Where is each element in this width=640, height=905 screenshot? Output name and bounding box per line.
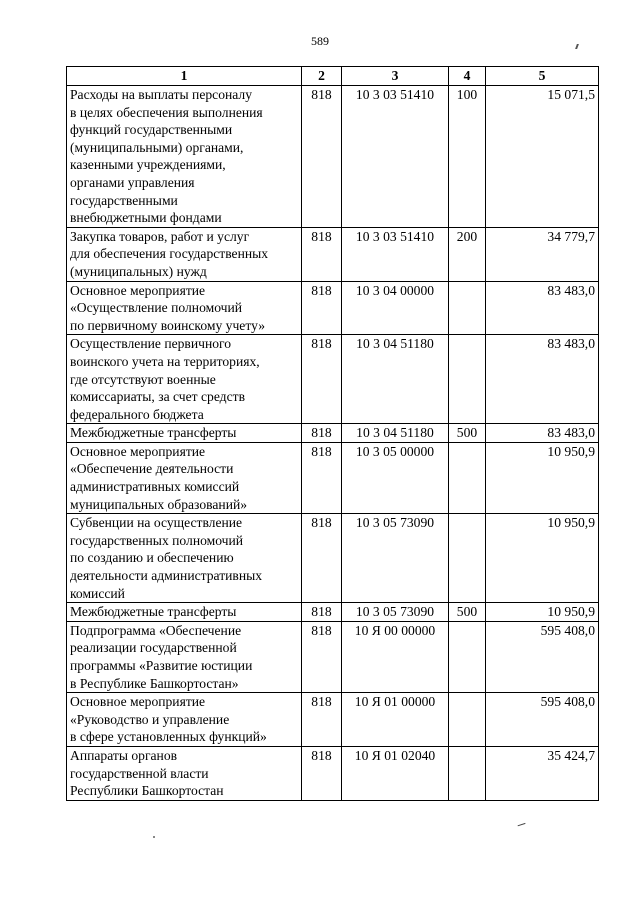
- expense-name-line: административных комиссий: [70, 479, 240, 495]
- table-row: [67, 227, 599, 281]
- stray-dot: [153, 836, 155, 838]
- expense-name-line: государственных полномочий: [70, 532, 244, 548]
- expense-name-cell: [67, 603, 302, 622]
- expense-name-line: Основное мероприятие: [70, 282, 206, 298]
- expense-name-cell: [67, 514, 302, 603]
- code-cell: 10 3 05 73090: [342, 514, 449, 603]
- expense-name-line: Основное мероприятие: [70, 443, 206, 459]
- amount-cell: 15 071,5: [486, 86, 599, 228]
- expense-name-line: Подпрограмма «Обеспечение: [70, 622, 242, 638]
- expense-name-line: функций государственными: [70, 122, 233, 138]
- amount-cell: 35 424,7: [486, 746, 599, 800]
- expense-name-line: Аппараты органов: [70, 747, 178, 763]
- table-row: [67, 746, 599, 800]
- chapter-cell: 818: [302, 281, 342, 335]
- stray-mark-bottom: [518, 823, 527, 829]
- expense-name-cell: [67, 746, 302, 800]
- expense-name-line: Основное мероприятие: [70, 694, 206, 710]
- chapter-cell: 818: [302, 514, 342, 603]
- expense-type-cell: [449, 746, 486, 800]
- expense-name-line: где отсутствуют военные: [70, 371, 216, 387]
- expense-name-line: в целях обеспечения выполнения: [70, 104, 263, 120]
- code-cell: 10 3 05 00000: [342, 442, 449, 513]
- expense-type-cell: 500: [449, 424, 486, 443]
- expense-name-line: органами управления: [70, 174, 195, 190]
- expense-name-line: по созданию и обеспечению: [70, 550, 234, 566]
- expense-type-cell: [449, 621, 486, 692]
- table-row: [67, 442, 599, 513]
- amount-cell: 595 408,0: [486, 621, 599, 692]
- amount-cell: 10 950,9: [486, 514, 599, 603]
- chapter-cell: 818: [302, 86, 342, 228]
- amount-cell: 83 483,0: [486, 335, 599, 424]
- expense-name-line: «Руководство и управление: [70, 711, 230, 727]
- expense-name-line: казенными учреждениями,: [70, 157, 226, 173]
- chapter-cell: 818: [302, 603, 342, 622]
- column-header-amount: 5: [486, 67, 599, 86]
- expense-name-line: Межбюджетные трансферты: [70, 425, 237, 441]
- expense-name-line: государственными: [70, 192, 178, 208]
- expense-name-line: Республики Башкортостан: [70, 783, 224, 799]
- expense-name-line: в Республике Башкортостан»: [70, 675, 239, 691]
- chapter-cell: 818: [302, 424, 342, 443]
- expense-name-cell: [67, 86, 302, 228]
- expense-name-line: «Обеспечение деятельности: [70, 461, 234, 477]
- code-cell: 10 Я 00 00000: [342, 621, 449, 692]
- chapter-cell: 818: [302, 693, 342, 747]
- amount-cell: 10 950,9: [486, 442, 599, 513]
- expense-name-cell: [67, 621, 302, 692]
- amount-cell: 34 779,7: [486, 227, 599, 281]
- code-cell: 10 3 04 51180: [342, 335, 449, 424]
- table-row: [67, 335, 599, 424]
- expense-type-cell: 500: [449, 603, 486, 622]
- expense-name-cell: [67, 424, 302, 443]
- table-row: [67, 86, 599, 228]
- chapter-cell: 818: [302, 746, 342, 800]
- chapter-cell: 818: [302, 335, 342, 424]
- expense-name-line: муниципальных образований»: [70, 496, 248, 512]
- code-cell: 10 3 03 51410: [342, 227, 449, 281]
- expense-name-line: Расходы на выплаты персоналу: [70, 87, 252, 102]
- chapter-cell: 818: [302, 442, 342, 513]
- amount-cell: 10 950,9: [486, 603, 599, 622]
- expense-type-cell: [449, 281, 486, 335]
- table-row: [67, 281, 599, 335]
- expense-type-cell: [449, 442, 486, 513]
- expense-type-cell: [449, 335, 486, 424]
- chapter-cell: 818: [302, 227, 342, 281]
- expense-name-cell: [67, 227, 302, 281]
- code-cell: 10 3 05 73090: [342, 603, 449, 622]
- code-cell: 10 Я 01 00000: [342, 693, 449, 747]
- expense-name-line: программы «Развитие юстиции: [70, 658, 253, 673]
- expense-name-line: в сфере установленных функций»: [70, 729, 267, 745]
- expense-name-line: реализации государственной: [70, 640, 237, 656]
- expense-name-line: комиссий: [70, 585, 125, 601]
- column-header-code: 3: [342, 67, 449, 86]
- expense-name-line: комиссариаты, за счет средств: [70, 389, 245, 405]
- table-row: [67, 424, 599, 443]
- budget-table: [66, 66, 599, 801]
- expense-name-line: «Осуществление полномочий: [70, 300, 243, 316]
- chapter-cell: 818: [302, 621, 342, 692]
- expense-name-line: Межбюджетные трансферты: [70, 604, 237, 620]
- column-header-chapter: 2: [302, 67, 342, 86]
- expense-name-line: Закупка товаров, работ и услуг: [70, 228, 250, 244]
- amount-cell: 595 408,0: [486, 693, 599, 747]
- expense-type-cell: 100: [449, 86, 486, 228]
- expense-name-line: государственной власти: [70, 765, 209, 781]
- code-cell: 10 Я 01 02040: [342, 746, 449, 800]
- expense-name-line: воинского учета на территориях,: [70, 353, 260, 369]
- expense-name-line: (муниципальных) нужд: [70, 263, 207, 279]
- code-cell: 10 3 04 51180: [342, 424, 449, 443]
- table-row: [67, 514, 599, 603]
- expense-name-line: деятельности административных: [70, 568, 263, 584]
- expense-type-cell: [449, 514, 486, 603]
- table-header-row: [67, 67, 599, 86]
- amount-cell: 83 483,0: [486, 281, 599, 335]
- expense-name-line: (муниципальными) органами,: [70, 139, 244, 155]
- table-row: [67, 603, 599, 622]
- expense-name-line: для обеспечения государственных: [70, 246, 269, 262]
- table-row: [67, 621, 599, 692]
- expense-name-cell: [67, 335, 302, 424]
- amount-cell: 83 483,0: [486, 424, 599, 443]
- column-header-type: 4: [449, 67, 486, 86]
- table-row: [67, 693, 599, 747]
- expense-name-line: Осуществление первичного: [70, 336, 232, 352]
- code-cell: 10 3 04 00000: [342, 281, 449, 335]
- expense-type-cell: [449, 693, 486, 747]
- table-body: [67, 86, 599, 801]
- code-cell: 10 3 03 51410: [342, 86, 449, 228]
- page-number: 589: [311, 34, 329, 48]
- expense-name-line: по первичному воинскому учету»: [70, 317, 266, 333]
- expense-name-line: внебюджетными фондами: [70, 210, 222, 226]
- expense-name-cell: [67, 693, 302, 747]
- expense-type-cell: 200: [449, 227, 486, 281]
- expense-name-cell: [67, 442, 302, 513]
- expense-name-cell: [67, 281, 302, 335]
- column-header-name: 1: [67, 67, 302, 86]
- expense-name-line: федерального бюджета: [70, 406, 204, 422]
- expense-name-line: Субвенции на осуществление: [70, 515, 243, 531]
